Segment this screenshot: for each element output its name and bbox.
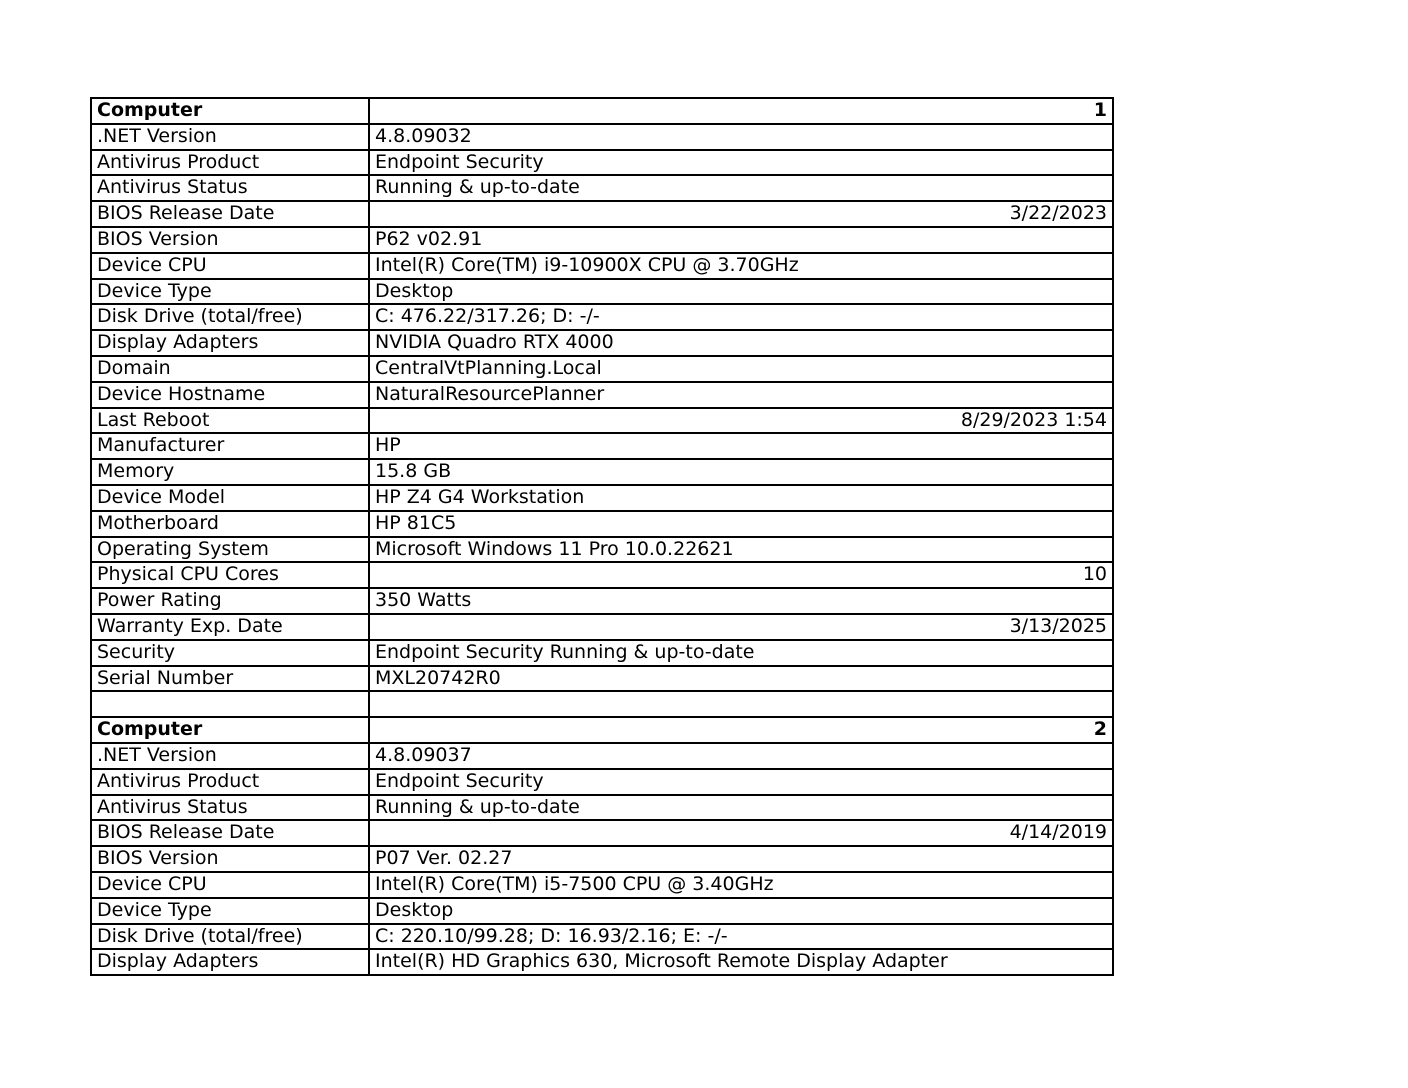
field-label: Antivirus Status (91, 175, 369, 201)
table-row (91, 485, 1113, 511)
field-value: 10 (369, 562, 1113, 588)
field-value: 350 Watts (369, 588, 1113, 614)
field-label: Device Hostname (91, 382, 369, 408)
table-row (91, 562, 1113, 588)
field-label: Domain (91, 356, 369, 382)
field-label: Antivirus Product (91, 150, 369, 176)
table-row (91, 769, 1113, 795)
table-row (91, 304, 1113, 330)
table-row (91, 924, 1113, 950)
field-value: C: 476.22/317.26; D: -/- (369, 304, 1113, 330)
table-row (91, 253, 1113, 279)
table-row (91, 872, 1113, 898)
field-label: Display Adapters (91, 949, 369, 975)
field-value: 4.8.09037 (369, 743, 1113, 769)
table-row (91, 537, 1113, 563)
field-label: BIOS Version (91, 227, 369, 253)
section-header-number: 1 (369, 98, 1113, 124)
field-value: Running & up-to-date (369, 175, 1113, 201)
table-row (91, 795, 1113, 821)
table-row (91, 201, 1113, 227)
field-label: BIOS Version (91, 846, 369, 872)
field-label: Antivirus Status (91, 795, 369, 821)
field-label: Device Model (91, 485, 369, 511)
field-value: Endpoint Security (369, 769, 1113, 795)
field-label: Serial Number (91, 666, 369, 692)
field-label: Display Adapters (91, 330, 369, 356)
section-header-row (91, 98, 1113, 124)
table-row (91, 175, 1113, 201)
field-label: Security (91, 640, 369, 666)
field-value: NVIDIA Quadro RTX 4000 (369, 330, 1113, 356)
field-label: Device CPU (91, 253, 369, 279)
field-label: Memory (91, 459, 369, 485)
field-value: MXL20742R0 (369, 666, 1113, 692)
field-label: Device CPU (91, 872, 369, 898)
section-header-label: Computer (91, 717, 369, 743)
field-value: Running & up-to-date (369, 795, 1113, 821)
field-value: Intel(R) Core(TM) i5-7500 CPU @ 3.40GHz (369, 872, 1113, 898)
table-row (91, 588, 1113, 614)
field-label: .NET Version (91, 124, 369, 150)
field-value: CentralVtPlanning.Local (369, 356, 1113, 382)
computer-inventory-table (90, 97, 1114, 976)
field-value: Endpoint Security (369, 150, 1113, 176)
table-row (91, 666, 1113, 692)
section-header-label: Computer (91, 98, 369, 124)
table-row (91, 949, 1113, 975)
field-value: HP Z4 G4 Workstation (369, 485, 1113, 511)
field-value: C: 220.10/99.28; D: 16.93/2.16; E: -/- (369, 924, 1113, 950)
table-row (91, 279, 1113, 305)
table-row (91, 356, 1113, 382)
table-row (91, 227, 1113, 253)
section-header-number: 2 (369, 717, 1113, 743)
table-row (91, 330, 1113, 356)
field-value: Endpoint Security Running & up-to-date (369, 640, 1113, 666)
table-row (91, 150, 1113, 176)
field-value: Microsoft Windows 11 Pro 10.0.22621 (369, 537, 1113, 563)
field-value: 4.8.09032 (369, 124, 1113, 150)
field-label: Device Type (91, 279, 369, 305)
field-value: HP (369, 433, 1113, 459)
table-row (91, 614, 1113, 640)
field-label: Manufacturer (91, 433, 369, 459)
table-row (91, 433, 1113, 459)
field-value: P07 Ver. 02.27 (369, 846, 1113, 872)
field-label: Disk Drive (total/free) (91, 924, 369, 950)
field-label: Warranty Exp. Date (91, 614, 369, 640)
table-row (91, 640, 1113, 666)
field-value: Intel(R) HD Graphics 630, Microsoft Remote Display Adapter (369, 949, 1113, 975)
field-label: .NET Version (91, 743, 369, 769)
field-label: Motherboard (91, 511, 369, 537)
field-value: P62 v02.91 (369, 227, 1113, 253)
table-row (91, 820, 1113, 846)
table-row (91, 511, 1113, 537)
spacer-label-cell (91, 691, 369, 717)
field-label: BIOS Release Date (91, 820, 369, 846)
field-value: HP 81C5 (369, 511, 1113, 537)
table-row (91, 898, 1113, 924)
field-label: BIOS Release Date (91, 201, 369, 227)
field-value: NaturalResourcePlanner (369, 382, 1113, 408)
field-label: Last Reboot (91, 408, 369, 434)
field-value: 3/13/2025 (369, 614, 1113, 640)
field-label: Device Type (91, 898, 369, 924)
table-row (91, 846, 1113, 872)
field-value: 4/14/2019 (369, 820, 1113, 846)
field-value: 15.8 GB (369, 459, 1113, 485)
field-label: Antivirus Product (91, 769, 369, 795)
table-row (91, 459, 1113, 485)
table-row (91, 382, 1113, 408)
field-label: Power Rating (91, 588, 369, 614)
field-value: Desktop (369, 898, 1113, 924)
spacer-row (91, 691, 1113, 717)
field-value: Intel(R) Core(TM) i9-10900X CPU @ 3.70GHz (369, 253, 1113, 279)
section-header-row (91, 717, 1113, 743)
table-row (91, 124, 1113, 150)
table-row (91, 408, 1113, 434)
field-label: Physical CPU Cores (91, 562, 369, 588)
spacer-value-cell (369, 691, 1113, 717)
field-label: Operating System (91, 537, 369, 563)
field-label: Disk Drive (total/free) (91, 304, 369, 330)
table-row (91, 743, 1113, 769)
field-value: 8/29/2023 1:54 (369, 408, 1113, 434)
field-value: 3/22/2023 (369, 201, 1113, 227)
computer-inventory-table-body (91, 98, 1113, 975)
field-value: Desktop (369, 279, 1113, 305)
